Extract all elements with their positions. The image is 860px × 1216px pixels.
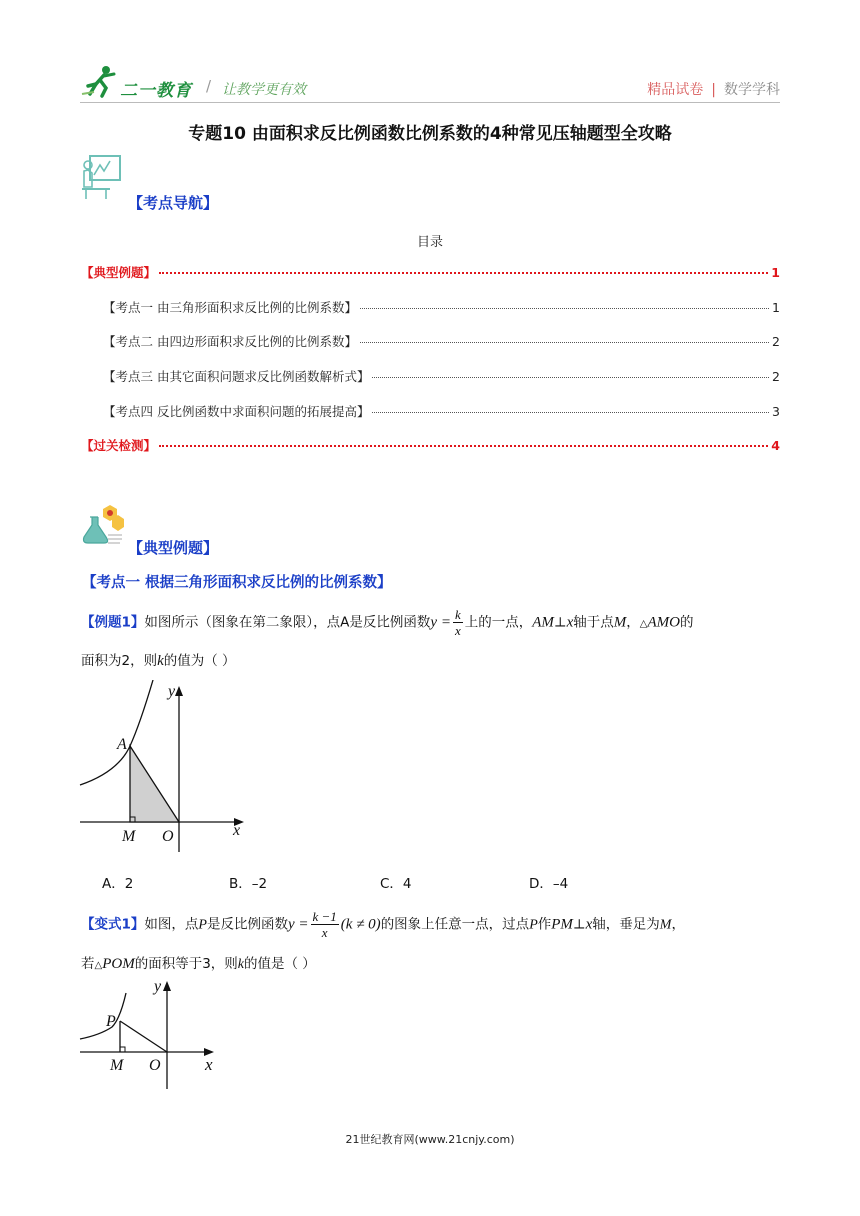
- math-k: k: [237, 957, 245, 972]
- header-slogan: 让教学更有效: [222, 82, 306, 98]
- fraction-denominator: x: [454, 623, 461, 638]
- segment-po: [120, 1021, 167, 1052]
- header-label-quality: 精品试卷: [647, 82, 704, 98]
- example-1-tag: 【例题1】: [81, 614, 145, 631]
- math-condition: (k ≠ 0): [340, 916, 381, 933]
- math-m: M: [613, 614, 627, 631]
- math-pm: PM: [551, 916, 573, 933]
- toc-item-label: 【典型例题】: [81, 265, 157, 280]
- header-separator: |: [711, 82, 716, 98]
- toc-item-label: 【考点四 反比例函数中求面积问题的拓展提高】: [103, 404, 370, 419]
- text-segment: 的面积等于3，则: [134, 956, 238, 972]
- text-segment: 如图，点: [144, 916, 199, 933]
- toc-item-page: 4: [771, 438, 780, 453]
- math-k: k: [157, 653, 164, 669]
- text-segment: 轴于点: [573, 614, 614, 631]
- toc-item-page: 3: [772, 404, 780, 419]
- label-m: M: [110, 1057, 124, 1074]
- toc-leader-dots: [372, 377, 769, 378]
- fraction-numerator: k −1: [312, 909, 337, 924]
- math-y: y =: [430, 614, 451, 631]
- document-title: 专题10 由面积求反比例函数比例系数的4种常见压轴题型全攻略: [188, 124, 672, 144]
- toc-item-page: 1: [772, 300, 780, 315]
- label-x: x: [205, 1055, 213, 1074]
- flask-honeycomb-icon: [80, 503, 126, 549]
- fraction-k-over-x: [453, 607, 463, 638]
- math-am: AM: [532, 614, 554, 631]
- math-x: x: [566, 614, 574, 631]
- examples-section-title: 【典型例题】: [128, 539, 219, 557]
- nav-section-title: 【考点导航】: [128, 194, 219, 212]
- fraction-k-minus-1-over-x: [311, 909, 339, 940]
- toc-item-point-4[interactable]: [103, 402, 780, 420]
- point-1-title: 【考点一 根据三角形面积求反比例的比例系数】: [82, 575, 392, 591]
- perp-symbol: ⊥: [572, 916, 586, 932]
- label-x: x: [233, 822, 241, 839]
- triangle-symbol: △: [94, 960, 103, 971]
- text-segment: 面积为2，则: [81, 653, 158, 669]
- text-segment: ，: [626, 614, 640, 631]
- teacher-board-icon: [80, 153, 126, 201]
- option-c[interactable]: C．4: [380, 876, 412, 892]
- toc-item-examples[interactable]: [81, 263, 780, 281]
- y-axis-arrow: [175, 686, 183, 696]
- toc-heading: 目录: [416, 235, 443, 250]
- y-axis-arrow: [163, 981, 171, 991]
- triangle-amo: [130, 746, 179, 822]
- label-a: A: [117, 736, 127, 753]
- text-segment: 若: [81, 956, 95, 972]
- example-1-figure: [78, 680, 278, 858]
- header-slash: /: [206, 77, 212, 95]
- toc-item-page: 1: [771, 265, 780, 280]
- toc-item-label: 【过关检测】: [81, 438, 157, 453]
- toc-item-point-2[interactable]: [103, 332, 780, 350]
- math-m: M: [659, 917, 672, 933]
- math-pom: POM: [102, 956, 135, 972]
- toc-item-label: 【考点三 由其它面积问题求反比例函数解析式】: [103, 369, 370, 384]
- toc-leader-dots: [159, 445, 768, 447]
- page-footer: 21世纪教育网(www.21cnjy.com): [345, 1133, 515, 1146]
- toc-item-point-3[interactable]: [103, 367, 780, 385]
- right-angle-mark: [120, 1047, 125, 1052]
- toc-item-point-1[interactable]: [103, 298, 780, 316]
- toc-item-page: 2: [772, 369, 780, 384]
- text-segment: 的: [679, 614, 694, 631]
- text-segment: 的图象上任意一点，过点: [380, 916, 530, 933]
- example-1-question-line-2: [81, 650, 236, 672]
- label-m: M: [122, 828, 136, 845]
- math-y: y =: [287, 916, 309, 933]
- math-x: x: [585, 916, 593, 933]
- variant-1-figure: [78, 975, 228, 1093]
- toc-leader-dots: [372, 412, 769, 413]
- text-segment: 轴，垂足为: [592, 916, 660, 933]
- variant-1-question: [81, 909, 781, 940]
- logo-runner-icon: [80, 64, 120, 98]
- triangle-symbol: △: [639, 618, 648, 630]
- toc-leader-dots: [360, 342, 769, 343]
- label-y: y: [154, 978, 162, 995]
- toc-item-page: 2: [772, 334, 780, 349]
- toc-leader-dots: [159, 272, 768, 274]
- text-segment: 上的一点，: [464, 614, 533, 631]
- header-label-subject: 数学学科: [724, 82, 780, 98]
- toc-leader-dots: [360, 308, 769, 309]
- hyperbola-curve: [80, 993, 126, 1039]
- text-segment: 作: [537, 916, 552, 933]
- header-divider: [80, 102, 780, 103]
- option-b[interactable]: B．–2: [229, 876, 268, 892]
- math-p: P: [198, 917, 207, 933]
- math-amo: AMO: [647, 614, 680, 631]
- text-segment: 如图所示（图象在第二象限），点A是反比例函数: [144, 614, 431, 631]
- label-p: P: [106, 1013, 116, 1030]
- label-o: O: [162, 828, 174, 845]
- header-right: [647, 79, 780, 99]
- text-segment: 的值为（ ）: [163, 653, 236, 669]
- toc-item-label: 【考点二 由四边形面积求反比例的比例系数】: [103, 334, 357, 349]
- variant-1-tag: 【变式1】: [81, 916, 145, 933]
- fraction-denominator: x: [321, 925, 328, 940]
- text-segment: 是反比例函数: [206, 916, 288, 933]
- label-y: y: [168, 683, 176, 700]
- math-p: P: [529, 917, 538, 933]
- text-segment: ，: [671, 916, 685, 933]
- label-o: O: [149, 1057, 161, 1074]
- logo-text: 二一教育: [120, 81, 192, 101]
- variant-1-question-line-2: [81, 953, 316, 977]
- option-a[interactable]: A．2: [102, 876, 134, 892]
- fraction-numerator: k: [454, 607, 461, 622]
- toc-item-label: 【考点一 由三角形面积求反比例的比例系数】: [103, 300, 357, 315]
- text-segment: 的值是（ ）: [244, 956, 316, 972]
- perp-symbol: ⊥: [553, 614, 567, 630]
- example-1-question: [81, 607, 781, 638]
- toc-item-checkpoint[interactable]: [81, 436, 780, 454]
- option-d[interactable]: D．–4: [529, 876, 569, 892]
